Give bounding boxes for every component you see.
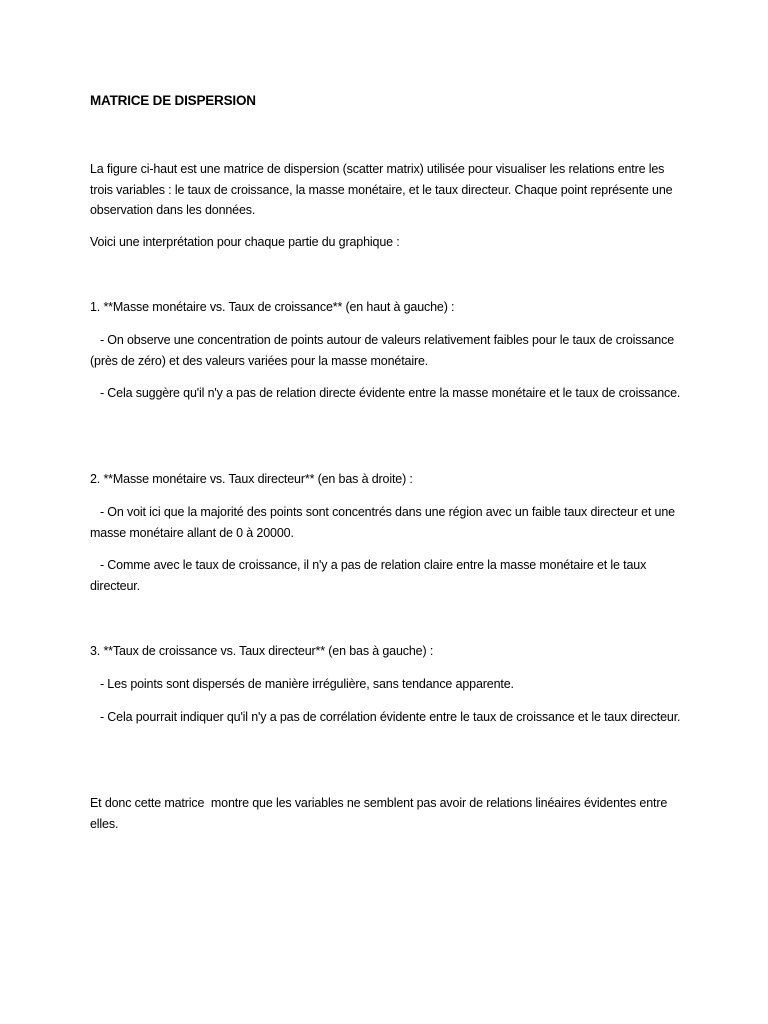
section-heading-3: 3. **Taux de croissance vs. Taux directeur** (en bas à gauche) :: [90, 644, 434, 658]
section-heading-1: 1. **Masse monétaire vs. Taux de croissance** (en haut à gauche) :: [90, 300, 455, 314]
section-2-point-2: - Comme avec le taux de croissance, il n'y a pas de relation claire entre la masse monétaire et le taux directeur.: [90, 558, 650, 593]
paragraph-intro: La figure ci-haut est une matrice de dispersion (scatter matrix) utilisée pour visualiser les relations entre les trois variables : le taux de croissance, la masse monétaire, et le taux directeur. Chaque point représente une observation dans les données.: [90, 162, 676, 217]
document-title: MATRICE DE DISPERSION: [90, 93, 256, 108]
section-3-point-2: - Cela pourrait indiquer qu'il n'y a pas de corrélation évidente entre le taux de croissance et le taux directeur.: [90, 710, 681, 724]
section-1-point-2: - Cela suggère qu'il n'y a pas de relation directe évidente entre la masse monétaire et le taux de croissance.: [90, 386, 681, 400]
section-heading-2: 2. **Masse monétaire vs. Taux directeur** (en bas à droite) :: [90, 472, 413, 486]
section-1-point-1: - On observe une concentration de points autour de valeurs relativement faibles pour le taux de croissance (près de zéro) et des valeurs variées pour la masse monétaire.: [90, 333, 678, 368]
paragraph-lead-in: Voici une interprétation pour chaque partie du graphique :: [90, 235, 400, 249]
section-2-point-1: - On voit ici que la majorité des points sont concentrés dans une région avec un faible taux directeur et une masse monétaire allant de 0 à 20000.: [90, 505, 679, 540]
paragraph-conclusion: Et donc cette matrice montre que les variables ne semblent pas avoir de relations linéaires évidentes entre elles.: [90, 796, 671, 831]
section-3-point-1: - Les points sont dispersés de manière irrégulière, sans tendance apparente.: [90, 677, 514, 691]
